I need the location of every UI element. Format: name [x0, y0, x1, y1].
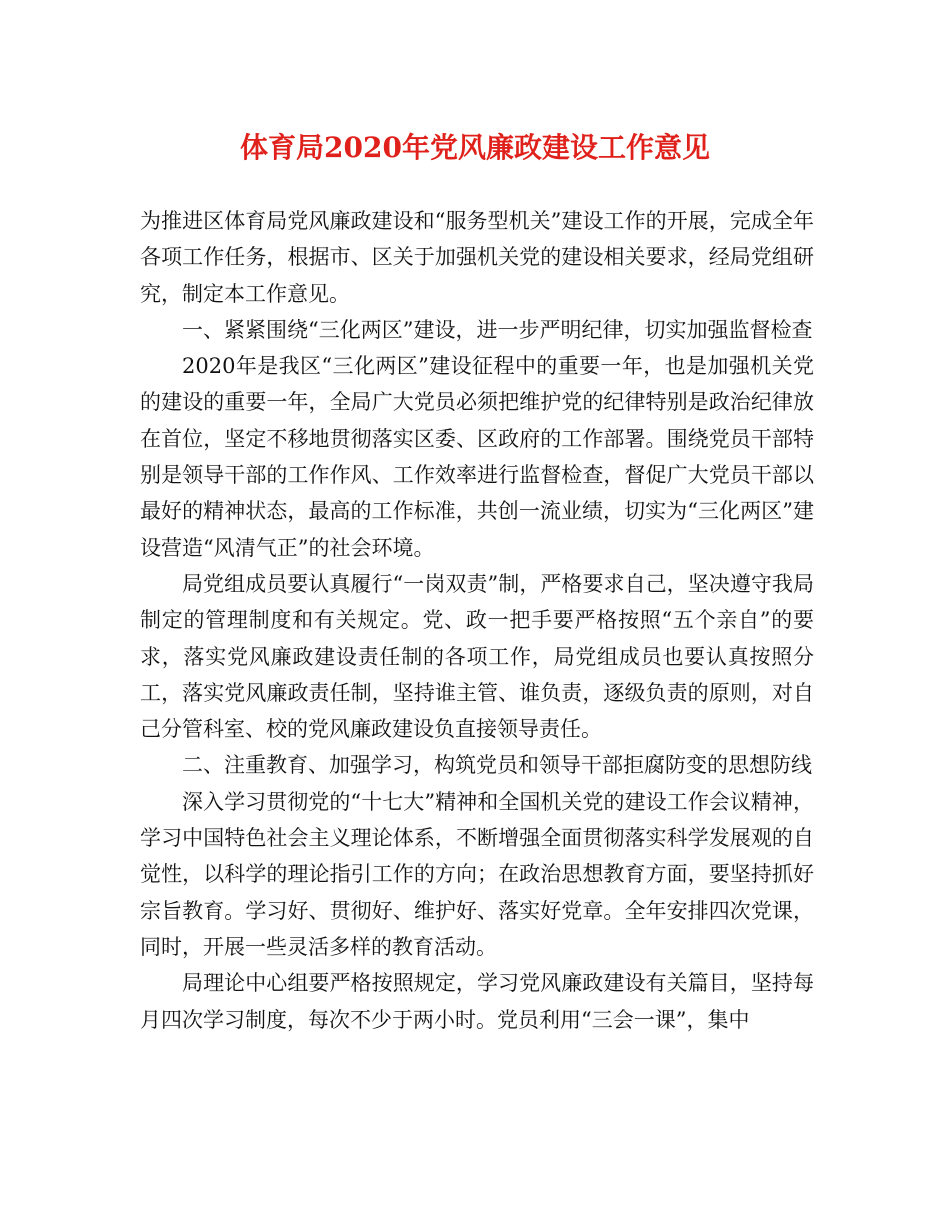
body-paragraph: 局理论中心组要严格按照规定，学习党风廉政建设有关篇目，坚持每月四次学习制度，每次不少于两小时。党员利用“三会一课”，集中: [140, 971, 814, 1032]
body-paragraph: 局党组成员要认真履行“一岗双责”制，严格要求自己，坚决遵守我局制定的管理制度和有关规定。党、政一把手要严格按照“五个亲自”的要求，落实党风廉政建设责任制的各项工作，局党组成员也要认真按照分工，落实党风廉政责任制，坚持谁主管、谁负责，逐级负责的原则，对自己分管科室、校的党风廉政建设负直接领导责任。: [140, 571, 814, 742]
document-body: [140, 203, 814, 1038]
section-heading-2: 二、注重教育、加强学习，构筑党员和领导干部拒腐防变的思想防线: [182, 753, 812, 778]
body-paragraph: 2020年是我区“三化两区”建设征程中的重要一年，也是加强机关党的建设的重要一年，全局广大党员必须把维护党的纪律特别是政治纪律放在首位，坚定不移地贯彻落实区委、区政府的工作部署。围绕党员干部特别是领导干部的工作作风、工作效率进行监督检查，督促广大党员干部以最好的精神状态，最高的工作标准，共创一流业绩，切实为“三化两区”建设营造“风清气正”的社会环境。: [140, 354, 814, 560]
section-heading-1: 一、紧紧围绕“三化两区”建设，进一步严明纪律，切实加强监督检查: [182, 317, 813, 342]
document-title: 体育局2020年党风廉政建设工作意见: [240, 131, 710, 164]
intro-paragraph: 为推进区体育局党风廉政建设和“服务型机关”建设工作的开展，完成全年各项工作任务，根据市、区关于加强机关党的建设相关要求，经局党组研究，制定本工作意见。: [140, 209, 814, 306]
body-paragraph: 深入学习贯彻党的“十七大”精神和全国机关党的建设工作会议精神，学习中国特色社会主义理论体系，不断增强全面贯彻落实科学发展观的自觉性，以科学的理论指引工作的方向；在政治思想教育方面，要坚持抓好宗旨教育。学习好、贯彻好、维护好、落实好党章。全年安排四次党课，同时，开展一些灵活多样的教育活动。: [140, 789, 814, 959]
